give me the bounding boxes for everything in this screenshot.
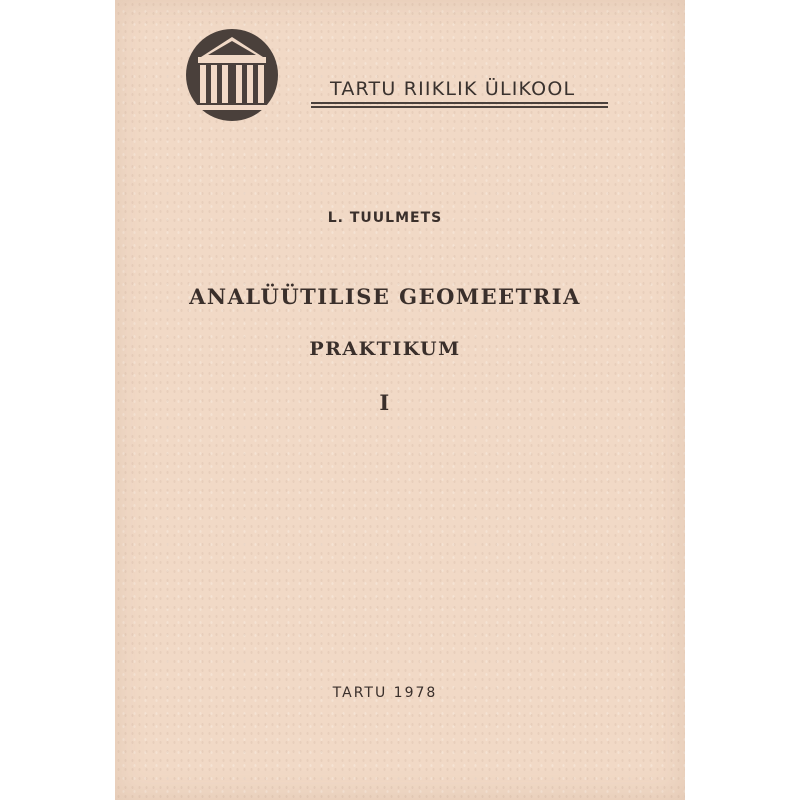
author-name: L. TUULMETS bbox=[327, 210, 443, 226]
volume-number: I bbox=[379, 390, 391, 415]
university-emblem-icon bbox=[185, 28, 279, 122]
book-title-line-2: PRAKTIKUM bbox=[309, 338, 461, 360]
imprint-place-year: TARTU 1978 bbox=[332, 685, 438, 701]
header-divider-line bbox=[311, 106, 608, 108]
book-cover bbox=[115, 0, 685, 800]
book-title-line-1: ANALÜÜTILISE GEOMEETRIA bbox=[189, 284, 581, 309]
header-divider-line bbox=[311, 102, 608, 104]
university-name: TARTU RIIKLIK ÜLIKOOL bbox=[330, 78, 576, 100]
